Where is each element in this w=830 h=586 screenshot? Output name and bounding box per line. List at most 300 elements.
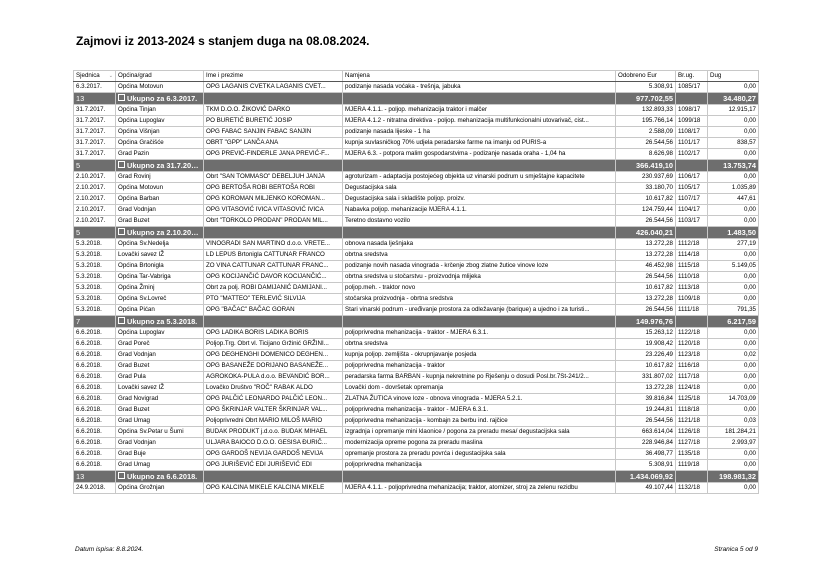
cell-sjednica: 31.7.2017.: [74, 127, 116, 138]
cell-ime: PTO "MATTEO" TERLEVIĆ SILVIJA: [204, 294, 343, 305]
cell-dug: 0,00: [708, 339, 759, 350]
cell-dug: 838,57: [708, 138, 759, 149]
table-row: [74, 416, 759, 427]
cell-opcina: Grad Umag: [116, 416, 204, 427]
table-row: [74, 328, 759, 339]
group-summary-row[interactable]: [74, 471, 759, 483]
cell-brug: 1115/18: [676, 261, 708, 272]
cell-dug: 181.284,21: [708, 427, 759, 438]
cell-brug: 1120/18: [676, 339, 708, 350]
cell-opcina: Općina Tar-Vabriga: [116, 272, 204, 283]
cell-odobreno: 19.244,81: [616, 405, 676, 416]
cell-odobreno: 1.434.069,92: [616, 471, 676, 483]
page-number: Stranica 5 od 9: [714, 546, 758, 553]
cell-sjednica: 6.3.2017.: [74, 82, 116, 93]
cell-dug: 0,00: [708, 372, 759, 383]
cell-ime: OPG LAGANIS CVETKA LAGANIS CVET...: [204, 82, 343, 93]
cell-opcina: Grad Umag: [116, 460, 204, 471]
cell-ime: Poljop.Trg. Obrt vl. Ticijano Gržinić GRŽINI...: [204, 339, 343, 350]
cell-dug: 0,00: [708, 449, 759, 460]
cell-ime: [204, 93, 343, 105]
cell-sjednica: 6.6.2018.: [74, 427, 116, 438]
print-date: Datum ispisa: 8.8.2024.: [75, 546, 144, 553]
column-header-ime[interactable]: Ime i prezime: [204, 71, 343, 82]
cell-opcina: Općina Tinjan: [116, 105, 204, 116]
table-row: [74, 449, 759, 460]
cell-dug: 12.915,17: [708, 105, 759, 116]
cell-namjena: podizanje nasada voćaka - trešnja, jabuka: [343, 82, 616, 93]
group-count: 5: [74, 160, 116, 172]
group-count: 5: [74, 227, 116, 239]
cell-namjena: peradarska farma BARBAN - kupnja nekretnine po Rješenju o dosudi Posl.br.7St-241/2...: [343, 372, 616, 383]
cell-dug: 0,00: [708, 383, 759, 394]
column-header-sjednica[interactable]: Sjednica ⌄: [74, 71, 116, 82]
group-count: 7: [74, 316, 116, 328]
cell-opcina: Općina Sv.Lovreč: [116, 294, 204, 305]
cell-odobreno: 426.040,21: [616, 227, 676, 239]
table-row: [74, 372, 759, 383]
cell-opcina: Lovački savez IŽ: [116, 250, 204, 261]
table-row: [74, 183, 759, 194]
cell-dug: 14.703,09: [708, 394, 759, 405]
cell-odobreno: 13.272,28: [616, 294, 676, 305]
cell-opcina: [116, 227, 204, 239]
cell-brug: 1118/18: [676, 405, 708, 416]
cell-odobreno: 19.908,42: [616, 339, 676, 350]
cell-sjednica: 5.3.2018.: [74, 250, 116, 261]
cell-namjena: opremanje prostora za preradu povrća i degustacijska sala: [343, 449, 616, 460]
cell-opcina: Općina Gračišće: [116, 138, 204, 149]
group-summary-row[interactable]: [74, 227, 759, 239]
cell-ime: [204, 227, 343, 239]
cell-dug: 5.149,05: [708, 261, 759, 272]
cell-ime: ULJARA BAIOCO D.O.O. GESISA ĐURIČ...: [204, 438, 343, 449]
cell-opcina: Grad Poreč: [116, 339, 204, 350]
cell-sjednica: 2.10.2017.: [74, 183, 116, 194]
cell-sjednica: 6.6.2018.: [74, 383, 116, 394]
cell-namjena: obrtna sredstva: [343, 250, 616, 261]
cell-opcina: Grad Vodnjan: [116, 438, 204, 449]
cell-odobreno: 8.626,98: [616, 149, 676, 160]
cell-odobreno: 195.766,14: [616, 116, 676, 127]
table-row: [74, 438, 759, 449]
table-row: [74, 405, 759, 416]
cell-brug: 1122/18: [676, 328, 708, 339]
cell-brug: [676, 160, 708, 172]
cell-opcina: Općina Lupoglav: [116, 328, 204, 339]
table-row: [74, 194, 759, 205]
cell-brug: 1132/18: [676, 483, 708, 494]
cell-ime: Obrt za polj. ROBI DAMIJANIĆ DAMIJANI...: [204, 283, 343, 294]
cell-brug: 1103/17: [676, 216, 708, 227]
group-label: Ukupno za 31.7.2017.: [127, 160, 202, 170]
cell-ime: Obrt "SAN TOMMASO" DEBELJUH JANJA: [204, 172, 343, 183]
cell-namjena: poljoprivredna mehanizacija - traktor - MJERA 6.3.1.: [343, 328, 616, 339]
cell-namjena: [343, 471, 616, 483]
cell-namjena: MJERA 4.1.1. - poljop. mehanizacija traktor i malčer: [343, 105, 616, 116]
table-row: [74, 483, 759, 494]
cell-odobreno: 26.544,56: [616, 138, 676, 149]
table-row: [74, 149, 759, 160]
cell-dug: 0,02: [708, 350, 759, 361]
cell-sjednica: 2.10.2017.: [74, 172, 116, 183]
cell-brug: 1123/18: [676, 350, 708, 361]
cell-sjednica: 5.3.2018.: [74, 272, 116, 283]
cell-brug: [676, 316, 708, 328]
cell-odobreno: 124.759,44: [616, 205, 676, 216]
table-row: [74, 105, 759, 116]
cell-dug: 0,00: [708, 361, 759, 372]
cell-namjena: poljop.meh. - traktor novo: [343, 283, 616, 294]
cell-ime: OPG ŠKRINJAR VALTER ŠKRINJAR VAL...: [204, 405, 343, 416]
cell-odobreno: 5.308,91: [616, 82, 676, 93]
collapse-box-icon[interactable]: [118, 317, 125, 324]
cell-namjena: obnova nasada lješnjaka: [343, 239, 616, 250]
group-count: 13: [74, 471, 116, 483]
table-body: [74, 82, 759, 494]
cell-brug: 1119/18: [676, 460, 708, 471]
cell-odobreno: 10.617,82: [616, 194, 676, 205]
cell-odobreno: 15.263,12: [616, 328, 676, 339]
cell-opcina: [116, 160, 204, 172]
cell-ime: OPG VITASOVIĆ IVICA VITASOVIĆ IVICA: [204, 205, 343, 216]
cell-sjednica: 31.7.2017.: [74, 116, 116, 127]
cell-namjena: Degustacijska sala: [343, 183, 616, 194]
cell-namjena: Degustacijska sala i skladište poljop. proizv.: [343, 194, 616, 205]
cell-dug: 0,00: [708, 283, 759, 294]
group-label: Ukupno za 6.6.2018.: [127, 471, 198, 481]
cell-opcina: Općina Pićan: [116, 305, 204, 316]
cell-dug: 0,00: [708, 328, 759, 339]
cell-dug: 13.753,74: [708, 160, 759, 172]
collapse-box-icon[interactable]: [118, 472, 125, 479]
table-row: [74, 283, 759, 294]
loans-table: [73, 70, 759, 494]
cell-sjednica: 5.3.2018.: [74, 239, 116, 250]
cell-ime: OPG DEGHENGHI DOMENICO DEGHEN...: [204, 350, 343, 361]
cell-brug: 1107/17: [676, 194, 708, 205]
collapse-box-icon[interactable]: [118, 228, 125, 235]
cell-dug: 1.035,89: [708, 183, 759, 194]
cell-brug: 1121/18: [676, 416, 708, 427]
cell-odobreno: 977.702,55: [616, 93, 676, 105]
cell-dug: 0,00: [708, 250, 759, 261]
cell-brug: 1101/17: [676, 138, 708, 149]
table-row: [74, 361, 759, 372]
cell-sjednica: 6.6.2018.: [74, 416, 116, 427]
table-row: [74, 305, 759, 316]
cell-dug: 0,00: [708, 405, 759, 416]
cell-opcina: Općina Motovun: [116, 82, 204, 93]
cell-dug: 0,00: [708, 216, 759, 227]
cell-namjena: [343, 316, 616, 328]
cell-dug: 0,00: [708, 205, 759, 216]
column-header-odobreno[interactable]: Odobreno Eur: [616, 71, 676, 82]
cell-ime: [204, 160, 343, 172]
table-header-row: [74, 71, 759, 82]
table-row: [74, 339, 759, 350]
cell-opcina: Općina Žminj: [116, 283, 204, 294]
table-row: [74, 394, 759, 405]
cell-ime: BUDAK PRODUKT j.d.o.o. BUDAK MIHAEL: [204, 427, 343, 438]
cell-namjena: Stari vinarski podrum - uređivanje prostora za odležavanje (barique) a ujedno i za turisti...: [343, 305, 616, 316]
cell-odobreno: 23.226,49: [616, 350, 676, 361]
group-summary-row[interactable]: [74, 93, 759, 105]
cell-dug: 34.480,27: [708, 93, 759, 105]
cell-opcina: Općina Brtonigla: [116, 261, 204, 272]
cell-odobreno: 228.946,84: [616, 438, 676, 449]
table-row: [74, 138, 759, 149]
cell-sjednica: 24.9.2018.: [74, 483, 116, 494]
cell-odobreno: 13.272,28: [616, 239, 676, 250]
cell-sjednica: 31.7.2017.: [74, 138, 116, 149]
cell-opcina: Općina Sv.Nedelja: [116, 239, 204, 250]
table-row: [74, 250, 759, 261]
cell-dug: 0,00: [708, 460, 759, 471]
cell-sjednica: 6.6.2018.: [74, 361, 116, 372]
cell-sjednica: 31.7.2017.: [74, 105, 116, 116]
cell-dug: 1.483,50: [708, 227, 759, 239]
cell-namjena: MJERA 4.1.1. - poljoprivredna mehanizacija; traktor, atomizer, stroj za zelenu rezidbu: [343, 483, 616, 494]
group-label: Ukupno za 5.3.2018.: [127, 316, 198, 326]
table-row: [74, 460, 759, 471]
table-row: [74, 427, 759, 438]
cell-ime: OPG LADIKA BORIS LADIKA BORIS: [204, 328, 343, 339]
cell-ime: Obrt "TORKOLO PRODAN" PRODAN MIL...: [204, 216, 343, 227]
cell-odobreno: 2.588,09: [616, 127, 676, 138]
cell-opcina: Lovački savez IŽ: [116, 383, 204, 394]
table-row: [74, 261, 759, 272]
cell-sjednica: 5.3.2018.: [74, 283, 116, 294]
cell-sjednica: 6.6.2018.: [74, 328, 116, 339]
cell-ime: Poljoprivredni Obrt MARIO MILOŠ MARIO: [204, 416, 343, 427]
cell-ime: [204, 471, 343, 483]
cell-brug: 1125/18: [676, 394, 708, 405]
cell-opcina: Grad Buzet: [116, 361, 204, 372]
cell-odobreno: 26.544,56: [616, 416, 676, 427]
cell-dug: 0,00: [708, 272, 759, 283]
cell-opcina: [116, 316, 204, 328]
cell-ime: VINOGRADI SAN MARTINO d.o.o. VRETE...: [204, 239, 343, 250]
cell-odobreno: 663.614,04: [616, 427, 676, 438]
cell-dug: 0,03: [708, 416, 759, 427]
cell-namjena: Teretno dostavno vozilo: [343, 216, 616, 227]
cell-odobreno: 5.308,91: [616, 460, 676, 471]
cell-opcina: Općina Višnjan: [116, 127, 204, 138]
cell-odobreno: 39.816,84: [616, 394, 676, 405]
cell-odobreno: 331.807,02: [616, 372, 676, 383]
table-row: [74, 127, 759, 138]
cell-sjednica: 6.6.2018.: [74, 339, 116, 350]
report-title: Zajmovi iz 2013-2024 s stanjem duga na 08.08.2024.: [76, 34, 370, 48]
cell-brug: 1098/17: [676, 105, 708, 116]
cell-sjednica: 31.7.2017.: [74, 149, 116, 160]
cell-brug: 1099/18: [676, 116, 708, 127]
group-summary-row[interactable]: [74, 316, 759, 328]
cell-odobreno: 13.272,28: [616, 383, 676, 394]
cell-namjena: stočarska proizvodnja - obrtna sredstva: [343, 294, 616, 305]
group-count: 13: [74, 93, 116, 105]
cell-namjena: podizanje novih nasada vinograda - krčenje zbog zlatne žutice vinove loze: [343, 261, 616, 272]
cell-namjena: [343, 227, 616, 239]
cell-brug: 1104/17: [676, 205, 708, 216]
cell-namjena: poljoprivredna mehanizacija - traktor - MJERA 6.3.1.: [343, 405, 616, 416]
cell-opcina: Grad Novigrad: [116, 394, 204, 405]
cell-ime: OPG KALCINA MIKELE KALCINA MIKELE: [204, 483, 343, 494]
cell-opcina: Grad Buzet: [116, 216, 204, 227]
cell-dug: 277,19: [708, 239, 759, 250]
cell-opcina: Grad Rovinj: [116, 172, 204, 183]
cell-namjena: [343, 160, 616, 172]
cell-namjena: podizanje nasada lijeske - 1 ha: [343, 127, 616, 138]
table-row: [74, 205, 759, 216]
cell-ime: OPG "BAČAC" BAČAC GORAN: [204, 305, 343, 316]
cell-brug: 1124/18: [676, 383, 708, 394]
cell-brug: 1127/18: [676, 438, 708, 449]
column-header-namjena[interactable]: Namjena: [343, 71, 616, 82]
cell-ime: TKM D.O.O. ŽIKOVIĆ DARKO: [204, 105, 343, 116]
cell-sjednica: 5.3.2018.: [74, 305, 116, 316]
cell-dug: 0,00: [708, 82, 759, 93]
cell-ime: PO BURETIĆ BURETIĆ JOSIP: [204, 116, 343, 127]
cell-opcina: Općina Lupoglav: [116, 116, 204, 127]
cell-sjednica: 6.6.2018.: [74, 438, 116, 449]
cell-odobreno: 26.544,56: [616, 216, 676, 227]
cell-namjena: poljoprivredna mehanizacija - kombajn za berbu ind. rajčice: [343, 416, 616, 427]
cell-opcina: Općina Grožnjan: [116, 483, 204, 494]
table-row: [74, 172, 759, 183]
cell-ime: AGROKOKA-PULA d.o.o. BEVANDIĆ BOR...: [204, 372, 343, 383]
collapse-box-icon[interactable]: [118, 94, 125, 101]
cell-namjena: poljoprivredna mehanizacija: [343, 460, 616, 471]
cell-brug: 1126/18: [676, 427, 708, 438]
cell-sjednica: 6.6.2018.: [74, 350, 116, 361]
cell-odobreno: 366.419,10: [616, 160, 676, 172]
cell-brug: 1102/17: [676, 149, 708, 160]
table-row: [74, 294, 759, 305]
cell-namjena: ZLATNA ŽUTICA vinove loze - obnova vinograda - MJERA 5.2.1.: [343, 394, 616, 405]
cell-brug: 1085/17: [676, 82, 708, 93]
cell-opcina: [116, 93, 204, 105]
table-row: [74, 216, 759, 227]
cell-ime: OPG BASANEŽE DORIJANO BASANEŽE...: [204, 361, 343, 372]
cell-sjednica: 6.6.2018.: [74, 372, 116, 383]
cell-namjena: agroturizam - adaptacija postojećeg objekta uz vinarski podrum u smještajne kapacitete: [343, 172, 616, 183]
cell-ime: LD LEPUS Brtonigla CATTUNAR FRANCO: [204, 250, 343, 261]
cell-odobreno: 36.498,77: [616, 449, 676, 460]
cell-brug: 1116/18: [676, 361, 708, 372]
cell-dug: 0,00: [708, 294, 759, 305]
column-header-opcina[interactable]: Općina/grad: [116, 71, 204, 82]
table-row: [74, 116, 759, 127]
cell-namjena: Lovački dom - dovršetak opremanja: [343, 383, 616, 394]
cell-namjena: poljoprivredna mehanizacija - traktor: [343, 361, 616, 372]
table-row: [74, 350, 759, 361]
cell-odobreno: 132.893,33: [616, 105, 676, 116]
cell-namjena: MJERA 6.3. - potpora malim gospodarstvima - podizanje nasada oraha - 1,04 ha: [343, 149, 616, 160]
cell-brug: 1114/18: [676, 250, 708, 261]
cell-opcina: Općina Barban: [116, 194, 204, 205]
cell-brug: 1109/18: [676, 294, 708, 305]
cell-sjednica: 6.6.2018.: [74, 449, 116, 460]
cell-sjednica: 2.10.2017.: [74, 205, 116, 216]
table-row: [74, 239, 759, 250]
cell-brug: 1117/18: [676, 372, 708, 383]
cell-odobreno: 230.937,69: [616, 172, 676, 183]
cell-opcina: Grad Vodnjan: [116, 205, 204, 216]
cell-ime: [204, 316, 343, 328]
sort-indicator-icon: ⌄: [108, 73, 113, 79]
cell-namjena: Nabavka poljop. mehanizacije MJERA 4.1.1.: [343, 205, 616, 216]
cell-dug: 0,00: [708, 127, 759, 138]
cell-namjena: kupnja suvlasničkog 70% udjela peradarske farme na imanju od PURIS-a: [343, 138, 616, 149]
cell-opcina: Grad Buje: [116, 449, 204, 460]
cell-brug: [676, 227, 708, 239]
cell-dug: 0,00: [708, 483, 759, 494]
cell-opcina: Grad Pazin: [116, 149, 204, 160]
cell-brug: [676, 93, 708, 105]
cell-ime: ZO VINA CATTUNAR CATTUNAR FRANC...: [204, 261, 343, 272]
cell-dug: 447,61: [708, 194, 759, 205]
cell-dug: 791,35: [708, 305, 759, 316]
cell-opcina: Grad Vodnjan: [116, 350, 204, 361]
cell-dug: 2.993,97: [708, 438, 759, 449]
cell-namjena: izgradnja i opremanje mini klaonice / pogona za preradu mesa/ degustacijska sala: [343, 427, 616, 438]
cell-brug: 1111/18: [676, 305, 708, 316]
table-row: [74, 383, 759, 394]
cell-brug: 1135/18: [676, 449, 708, 460]
cell-namjena: [343, 93, 616, 105]
cell-ime: OPG KOROMAN MILJENKO KOROMAN...: [204, 194, 343, 205]
column-header-dug[interactable]: Dug: [708, 71, 759, 82]
cell-opcina: [116, 471, 204, 483]
group-label: Ukupno za 2.10.2017.: [127, 227, 202, 237]
cell-sjednica: 6.6.2018.: [74, 460, 116, 471]
cell-brug: 1110/18: [676, 272, 708, 283]
cell-sjednica: 6.6.2018.: [74, 394, 116, 405]
table-row: [74, 272, 759, 283]
cell-odobreno: 46.452,98: [616, 261, 676, 272]
cell-ime: OPG FABAC SANJIN FABAC SANJIN: [204, 127, 343, 138]
cell-odobreno: 10.617,82: [616, 283, 676, 294]
cell-namjena: kupnja poljop. zemljišta - okrupnjavanje posjeda: [343, 350, 616, 361]
cell-odobreno: 49.107,44: [616, 483, 676, 494]
cell-brug: [676, 471, 708, 483]
cell-ime: Lovačko Društvo "ROČ" RABAK ALDO: [204, 383, 343, 394]
cell-dug: 0,00: [708, 116, 759, 127]
cell-ime: OPG BERTOŠA ROBI BERTOŠA ROBI: [204, 183, 343, 194]
cell-opcina: Općina Motovun: [116, 183, 204, 194]
cell-ime: OBRT "GPP" LANČA ANA: [204, 138, 343, 149]
cell-namjena: obrtna sredstva u stočarstvu - proizvodnja mlijeka: [343, 272, 616, 283]
cell-dug: 198.981,32: [708, 471, 759, 483]
cell-dug: 0,00: [708, 149, 759, 160]
cell-sjednica: 6.6.2018.: [74, 405, 116, 416]
cell-odobreno: 149.976,76: [616, 316, 676, 328]
cell-sjednica: 2.10.2017.: [74, 194, 116, 205]
group-summary-row[interactable]: [74, 160, 759, 172]
column-header-brug[interactable]: Br.ug.: [676, 71, 708, 82]
collapse-box-icon[interactable]: [118, 161, 125, 168]
cell-brug: 1105/17: [676, 183, 708, 194]
group-label: Ukupno za 6.3.2017.: [127, 93, 198, 103]
cell-brug: 1112/18: [676, 239, 708, 250]
cell-namjena: obrtna sredstva: [343, 339, 616, 350]
cell-ime: OPG PALČIĆ LEONARDO PALČIĆ LEON...: [204, 394, 343, 405]
cell-odobreno: 26.544,56: [616, 305, 676, 316]
cell-ime: OPG JURIŠEVIĆ EDI JURIŠEVIĆ EDI: [204, 460, 343, 471]
cell-odobreno: 10.617,82: [616, 361, 676, 372]
